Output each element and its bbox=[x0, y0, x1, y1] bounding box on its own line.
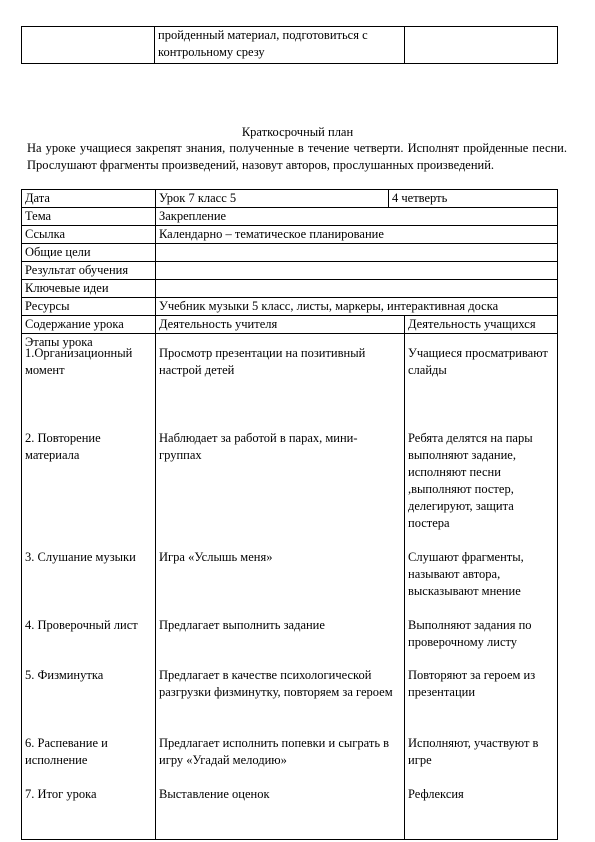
stage-label-2: 2. Повторение материала bbox=[25, 431, 101, 462]
stage-label-6: 6. Распевание и исполнение bbox=[25, 736, 108, 767]
stage-label-5: 5. Физминутка bbox=[25, 668, 104, 682]
quarter-cell: 4 четверть bbox=[389, 190, 558, 208]
student-activity-7: Рефлексия bbox=[408, 787, 464, 801]
row-label: Дата bbox=[22, 190, 156, 208]
student-activity-5: Повторяют за героем из презентации bbox=[408, 668, 536, 699]
row-value: Учебник музыки 5 класс, листы, маркеры, интерактивная доска bbox=[156, 298, 558, 316]
student-activity-6: Исполняют, участвуют в игре bbox=[408, 736, 539, 767]
column-header: Деятельность учителя bbox=[156, 316, 405, 334]
row-value: Календарно – тематическое планирование bbox=[156, 226, 558, 244]
row-value: Закрепление bbox=[156, 208, 558, 226]
plan-intro: На уроке учащиеся закрепят знания, полученные в течение четверти. Исполнят пройденные песни. Прослушают фрагменты произведений, назовут авторов, прослушанных произведений. bbox=[27, 141, 567, 172]
stage-label-3: 3. Слушание музыки bbox=[25, 550, 136, 564]
student-activity-4: Выполняют задания по проверочному листу bbox=[408, 618, 532, 649]
teacher-activity-1: Просмотр презентации на позитивный настрой детей bbox=[159, 346, 366, 377]
stages-heading: Этапы урока bbox=[25, 335, 93, 349]
column-header: Деятельность учащихся bbox=[405, 316, 558, 334]
plan-title: Краткосрочный план bbox=[241, 125, 354, 139]
student-activity-1: Учащиеся просматривают слайды bbox=[408, 346, 548, 377]
teacher-activity-2: Наблюдает за работой в парах, мини-группах bbox=[159, 431, 358, 462]
row-label: Ресурсы bbox=[22, 298, 156, 316]
row-label: Результат обучения bbox=[22, 262, 156, 280]
column-header: Содержание урока bbox=[22, 316, 156, 334]
row-label: Ключевые идеи bbox=[22, 280, 156, 298]
teacher-activity-4: Предлагает выполнить задание bbox=[159, 618, 325, 632]
teacher-activity-3: Игра «Услышь меня» bbox=[159, 550, 273, 564]
teacher-activity-6: Предлагает исполнить попевки и сыграть в игру «Угадай мелодию» bbox=[159, 736, 390, 767]
row-label: Общие цели bbox=[22, 244, 156, 262]
row-value: Урок 7 класс 5 bbox=[156, 190, 389, 208]
stage-label-1: 1.Организационный момент bbox=[25, 346, 133, 377]
stage-label-4: 4. Проверочный лист bbox=[25, 618, 138, 632]
student-activity-3: Слушают фрагменты, называют автора, высказывают мнение bbox=[408, 550, 524, 598]
stages-overlay bbox=[21, 0, 557, 842]
stage-label-7: 7. Итог урока bbox=[25, 787, 97, 801]
row-label: Тема bbox=[22, 208, 156, 226]
teacher-activity-7: Выставление оценок bbox=[159, 787, 270, 801]
teacher-activity-5: Предлагает в качестве психологической разгрузки физминутку, повторяем за героем bbox=[159, 668, 393, 699]
row-label: Ссылка bbox=[22, 226, 156, 244]
student-activity-2: Ребята делятся на пары выполняют задание, исполняют песни ,выполняют постер, делегируют, защита постера bbox=[408, 431, 533, 530]
table-cell: пройденный материал, подготовиться с контрольному срезу bbox=[155, 27, 405, 64]
